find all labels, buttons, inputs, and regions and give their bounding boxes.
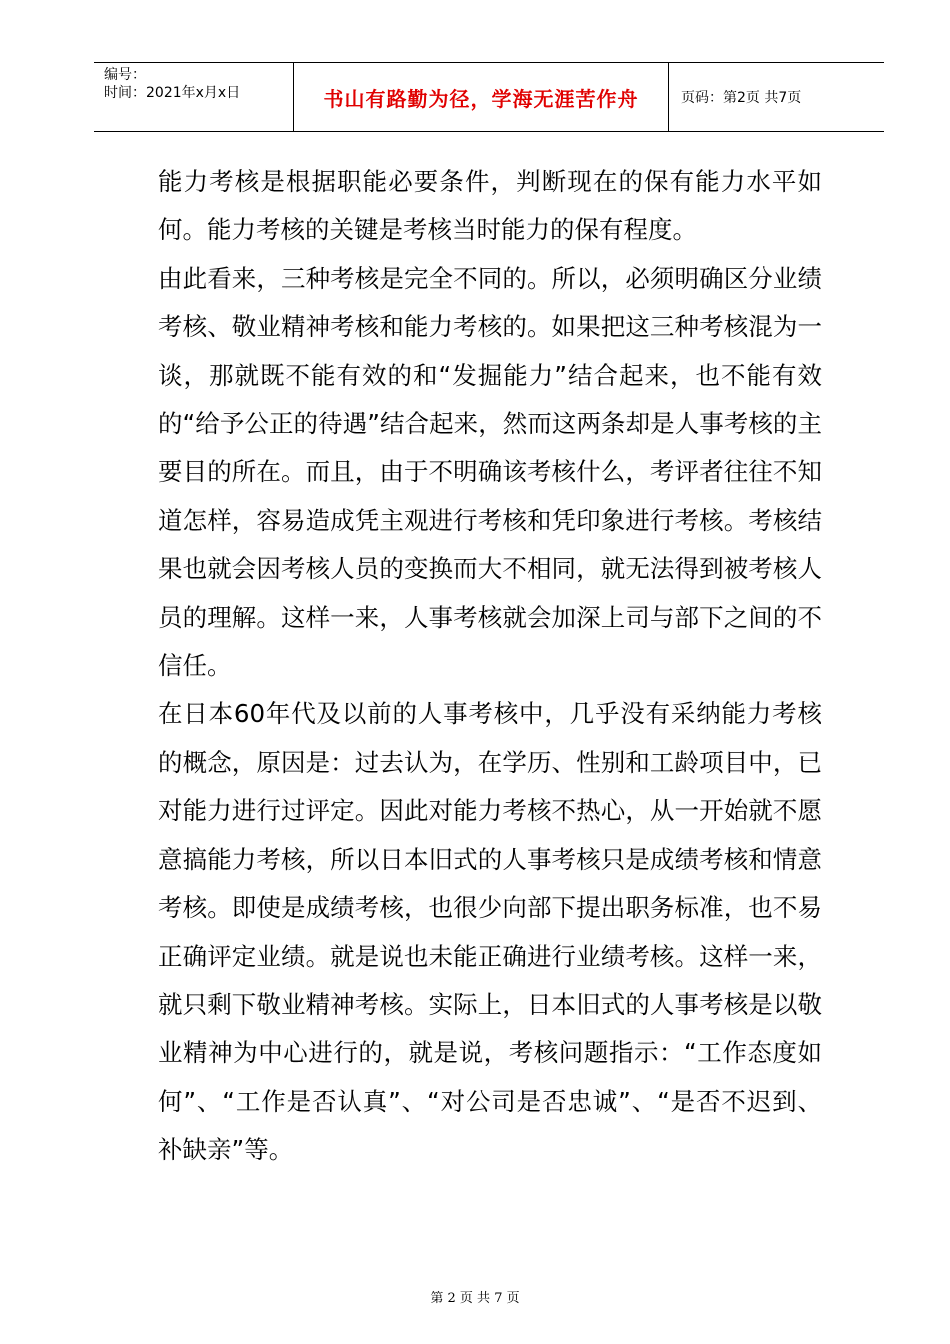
- paragraph: 在日本60年代及以前的人事考核中，几乎没有采纳能力考核的概念，原因是：过去认为，在学历、性别和工龄项目中，已对能力进行过评定。因此对能力考核不热心，从一开始就不愿意搞能力考核，所以日本旧式的人事考核只是成绩考核和情意考核。即使是成绩考核，也很少向部下提出职务标准，也不易正确评定业绩。就是说也未能正确进行业绩考核。这样一来，就只剩下敬业精神考核。实际上，日本旧式的人事考核是以敬业精神为中心进行的，就是说，考核问题指示：“工作态度如何”、“工作是否认真”、“对公司是否忠诚”、“是否不迟到、补缺亲”等。: [158, 699, 822, 1165]
- paragraph: 能力考核是根据职能必要条件，判断现在的保有能力水平如何。能力考核的关键是考核当时能力的保有程度。: [158, 167, 822, 245]
- document-body: [158, 158, 822, 1175]
- page-header: [94, 62, 884, 132]
- page-footer: 第 2 页 共 7 页: [430, 1291, 520, 1306]
- header-meta: [94, 63, 294, 131]
- header-motto: 书山有路勤为径，学海无涯苦作舟: [294, 63, 669, 131]
- number-label: 编号：: [104, 67, 146, 83]
- paragraph: 由此看来，三种考核是完全不同的。所以，必须明确区分业绩考核、敬业精神考核和能力考核的。如果把这三种考核混为一谈，那就既不能有效的和“发掘能力”结合起来，也不能有效的“给予公正的待遇”结合起来，然而这两条却是人事考核的主要目的所在。而且，由于不明确该考核什么，考评者往往不知道怎样，容易造成凭主观进行考核和凭印象进行考核。考核结果也就会因考核人员的变换而大不相同，就无法得到被考核人员的理解。这样一来，人事考核就会加深上司与部下之间的不信任。: [158, 263, 822, 681]
- header-page-info: 页码：第2页 共7页: [681, 90, 802, 106]
- time-label: 时间：2021年x月x日: [104, 85, 241, 101]
